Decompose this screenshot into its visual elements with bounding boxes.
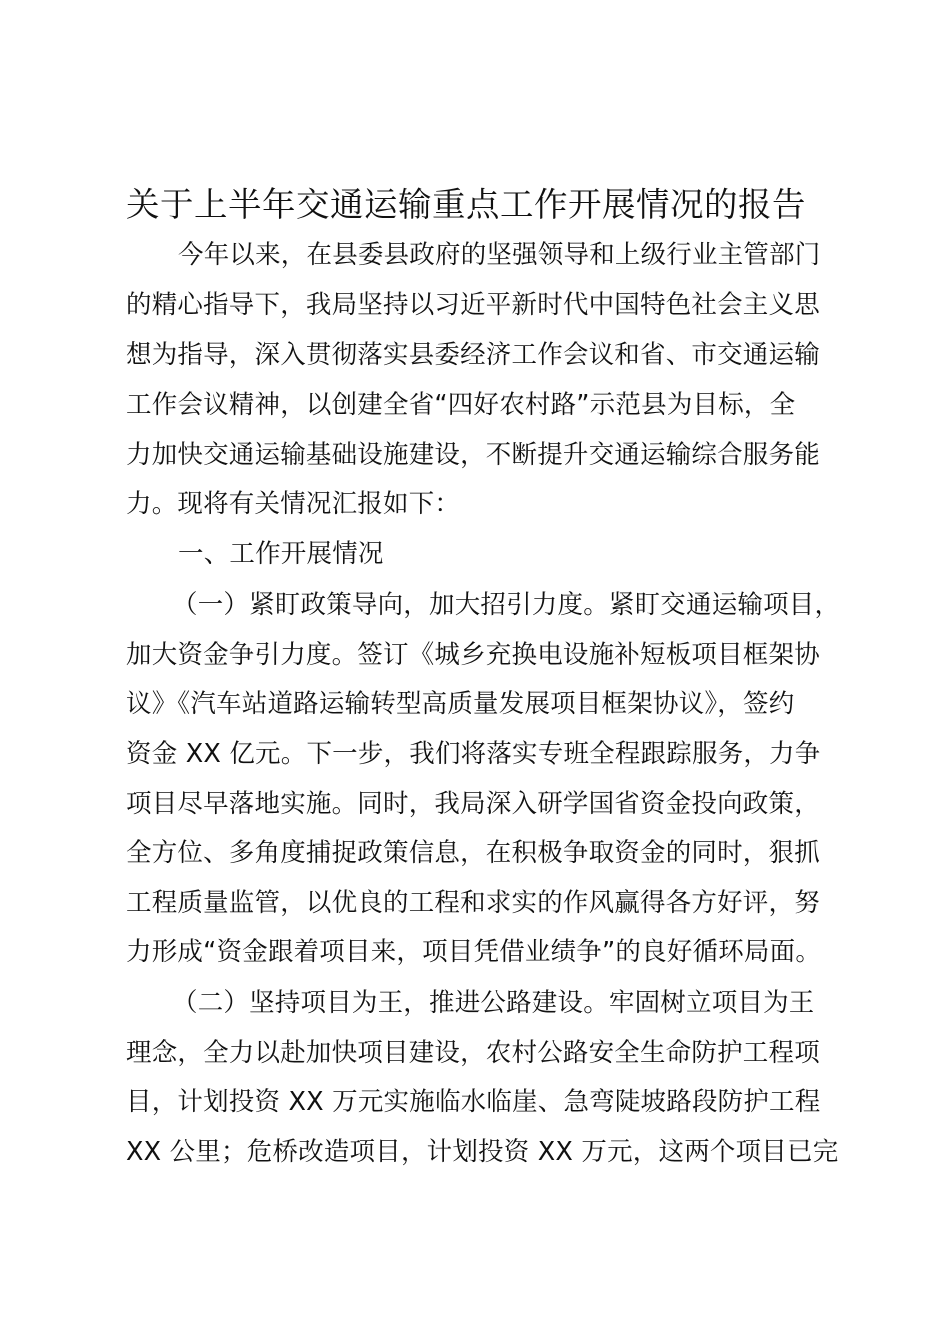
body-line: （二）坚持项目为王，推进公路建设。牢固树立项目为王 [172,988,815,1018]
body-line: （一）紧盯政策导向，加大招引力度。紧盯交通运输项目， [172,590,841,620]
body-line: 议》《汽车站道路运输转型高质量发展项目框架协议》，签约 [126,689,795,719]
body-line: 工程质量监管，以优良的工程和求实的作风赢得各方好评，努 [126,888,820,918]
body-line: 力加快交通运输基础设施建设，不断提升交通运输综合服务能 [126,440,820,470]
body-line: 全方位、多角度捕捉政策信息，在积极争取资金的同时，狠抓 [126,838,820,868]
body-line: 目，计划投资 XX 万元实施临水临崖、急弯陡坡路段防护工程 [126,1087,821,1117]
section-heading: 一、工作开展情况 [178,539,384,569]
body-line: 力形成“资金跟着项目来，项目凭借业绩争”的良好循环局面。 [126,937,822,967]
body-line: 加大资金争引力度。签订《城乡充换电设施补短板项目框架协 [126,640,820,670]
body-line: 想为指导，深入贯彻落实县委经济工作会议和省、市交通运输 [126,340,820,370]
body-line: 的精心指导下，我局坚持以习近平新时代中国特色社会主义思 [126,290,820,320]
body-line: 今年以来，在县委县政府的坚强领导和上级行业主管部门 [178,240,821,270]
body-line: 资金 XX 亿元。下一步，我们将落实专班全程跟踪服务，力争 [126,739,821,769]
body-line: XX 公里；危桥改造项目，计划投资 XX 万元，这两个项目已完 [126,1137,839,1167]
body-line: 工作会议精神，以创建全省“四好农村路”示范县为目标，全 [126,390,796,420]
body-line: 项目尽早落地实施。同时，我局深入研学国省资金投向政策， [126,789,820,819]
body-line: 理念，全力以赴加快项目建设，农村公路安全生命防护工程项 [126,1038,820,1068]
document-title: 关于上半年交通运输重点工作开展情况的报告 [126,185,806,224]
body-line: 力。现将有关情况汇报如下： [126,489,461,519]
